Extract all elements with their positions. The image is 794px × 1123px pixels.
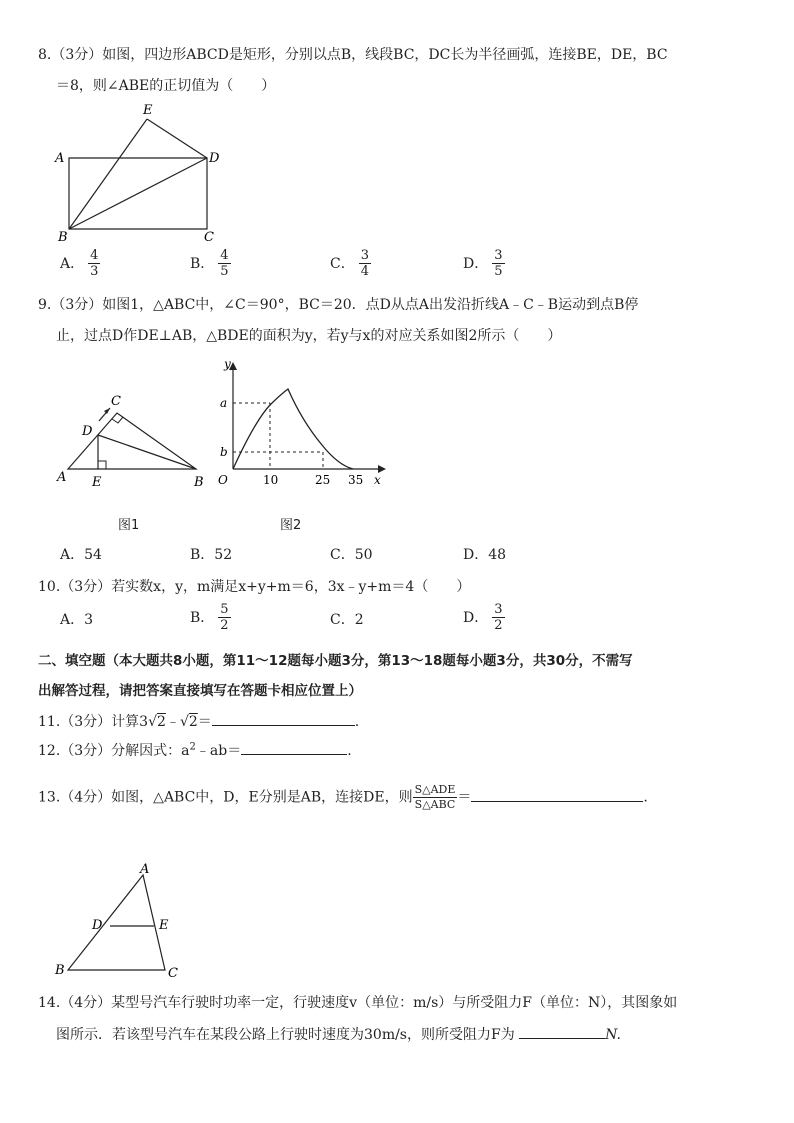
q9-tick-35: 35	[348, 473, 364, 487]
q9-x-label: x	[374, 473, 381, 487]
q8-line-ed	[147, 119, 207, 158]
q10-option-c[interactable]: C．2	[330, 612, 364, 628]
q9-fig1-label-c: C	[111, 394, 121, 409]
q8-label-d: D	[209, 151, 220, 166]
q9-tick-25: 25	[315, 473, 331, 487]
q8-line-bd	[69, 158, 207, 229]
q10-option-a[interactable]: A．3	[60, 612, 94, 628]
q13-figure-triangle	[50, 860, 190, 980]
q8-figure-rectangle	[50, 100, 230, 245]
q9-fig1-label-d: D	[82, 424, 93, 439]
q9-caption-fig2: 图2	[280, 518, 302, 533]
q14-answer-blank[interactable]	[519, 1024, 605, 1039]
q13-stem: 13.（4分）如图，△ABC中，D，E分别是AB，连接DE，则 $\frac{\text{S△ADE}}{\text{S△ABC}}$ ＝ .	[38, 783, 648, 811]
q9-stem-line2: 止，过点D作DE⊥AB，△BDE的面积为y，若y与x的对应关系如图2所示（ ）	[56, 328, 562, 344]
q8-label-e: E	[143, 103, 153, 118]
q9-figure2-graph	[210, 355, 390, 490]
q9-fig1-label-b: B	[194, 475, 204, 490]
q9-tick-10: 10	[263, 473, 279, 487]
q12-answer-blank[interactable]	[241, 740, 347, 755]
q10-option-d[interactable]: D． $\frac{3}{2}$	[463, 602, 503, 633]
q13-triangle-abc	[68, 875, 165, 970]
q9-right-angle-c	[112, 417, 123, 423]
q8-option-b[interactable]: B． $\frac{4}{5}$	[190, 248, 229, 279]
q9-segment-db	[98, 435, 196, 469]
q9-fig1-label-a: A	[57, 470, 67, 485]
q9-right-angle-e	[98, 461, 106, 469]
q8-option-c[interactable]: C． $\frac{3}{4}$	[330, 248, 369, 279]
q8-label-c: C	[204, 230, 214, 245]
q8-option-d[interactable]: D． $\frac{3}{5}$	[463, 248, 503, 279]
q14-stem-line2: 图所示．若该型号汽车在某段公路上行驶时速度为30m/s，则所受阻力F为 N.	[56, 1024, 621, 1044]
q13-label-d: D	[92, 918, 103, 933]
q8-stem-line2: ＝8，则∠ABE的正切值为（ ）	[56, 78, 276, 94]
q9-x-axis-arrow	[378, 465, 386, 473]
q9-option-d[interactable]: D．48	[463, 547, 507, 563]
q9-tick-a: a	[220, 396, 228, 410]
section2-heading-line1: 二、填空题（本大题共8小题，第11～12题每小题3分，第13～18题每小题3分，共30分，不需写	[38, 653, 633, 669]
q13-label-a: A	[140, 862, 150, 877]
q8-label-a: A	[55, 151, 65, 166]
q10-option-b[interactable]: B． $\frac{5}{2}$	[190, 602, 229, 633]
q8-stem-line1: 8.（3分）如图，四边形ABCD是矩形，分别以点B，线段BC，DC长为半径画弧，连接BE，DE，BC	[38, 47, 668, 63]
q8-label-b: B	[58, 230, 68, 245]
q9-option-a[interactable]: A．54	[60, 547, 102, 563]
q9-stem-line1: 9.（3分）如图1，△ABC中，∠C＝90°，BC＝20．点D从点A出发沿折线A﹣C﹣B运动到点B停	[38, 297, 639, 313]
q13-area-ratio: $\frac{\text{S△ADE}}{\text{S△ABC}}$	[414, 783, 456, 811]
q8-line-be	[69, 119, 147, 229]
q13-label-b: B	[55, 963, 65, 978]
q9-fig1-label-e: E	[92, 475, 102, 490]
q12-stem: 12.（3分）分解因式：$a^2﹣ab=$ .	[38, 741, 352, 759]
q9-option-c[interactable]: C．50	[330, 547, 373, 563]
q9-origin-label: O	[218, 473, 228, 487]
q14-stem-line1: 14.（4分）某型号汽车行驶时功率一定，行驶速度v（单位：m/s）与所受阻力F（单位：N），其图象如	[38, 995, 678, 1011]
q9-tick-b: b	[220, 445, 228, 459]
q9-y-label: y	[224, 357, 231, 371]
q9-triangle-abc	[68, 413, 196, 469]
section2-heading-line2: 出解答过程，请把答案直接填写在答题卡相应位置上）	[38, 683, 362, 699]
q13-label-c: C	[168, 966, 178, 980]
q13-answer-blank[interactable]	[471, 787, 643, 802]
q10-stem: 10.（3分）若实数x，y，m满足x+y+m＝6，3x﹣y+m＝4（ ）	[38, 579, 471, 595]
q9-option-b[interactable]: B．52	[190, 547, 233, 563]
q9-figure1-triangle	[52, 385, 212, 490]
q11-answer-blank[interactable]	[212, 711, 355, 726]
q8-option-a[interactable]: A． $\frac{4}{3}$	[60, 248, 99, 279]
q9-graph-curve	[233, 389, 353, 469]
q9-caption-fig1: 图1	[118, 518, 140, 533]
q13-label-e: E	[159, 918, 169, 933]
q11-stem: 11.（3分）计算3√2﹣√2＝ .	[38, 711, 359, 731]
